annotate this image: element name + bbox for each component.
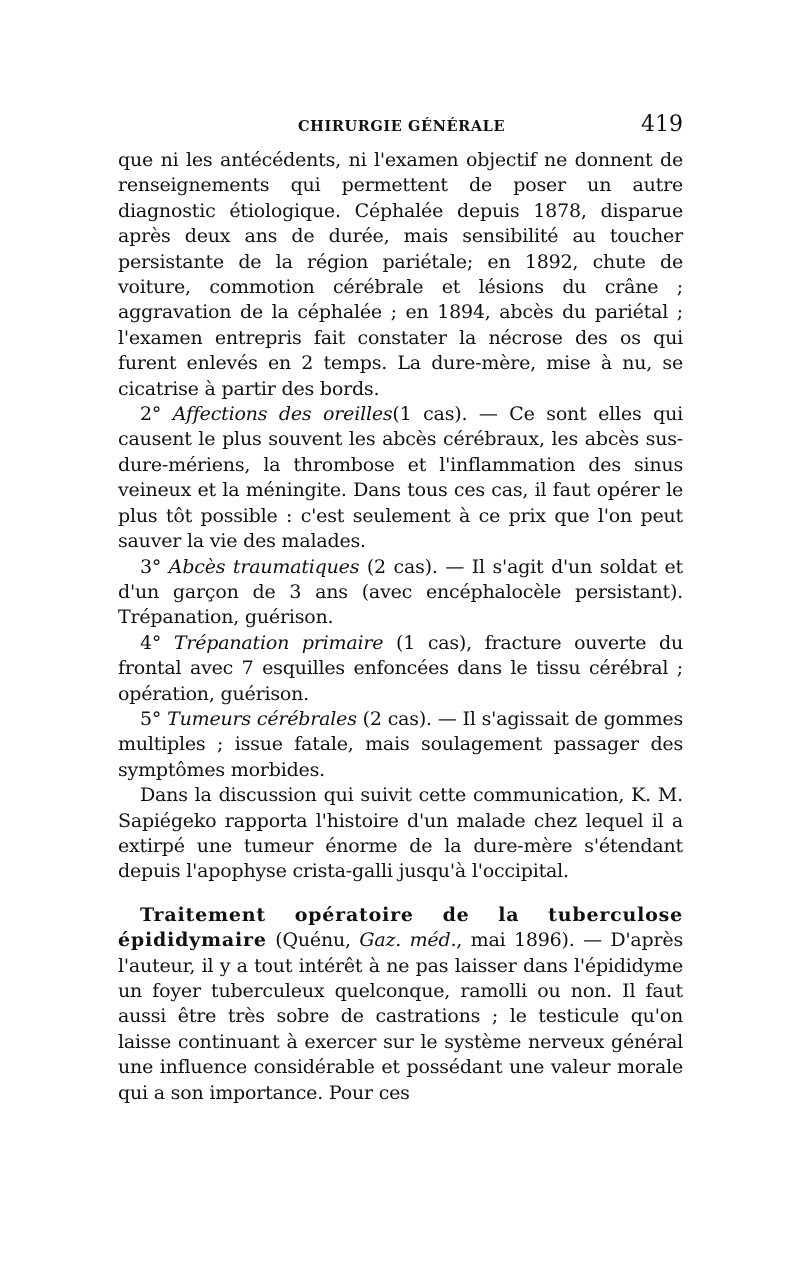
paragraph-ear-affections — [118, 402, 683, 554]
section-title: Traitement opératoire de la tuberculose épididymaire — [118, 903, 683, 952]
book-page — [118, 108, 683, 1106]
section-text: — D'après l'auteur, il y a tout intérêt à ne pas laisser dans l'épididyme un foyer tuberculeux quelconque, ramolli ou non. Il faut aussi être très sobre de castrations ; le testicule qu'on laisse continuant à exercer sur le système nerveux général une influence considérable et possédant une valeur morale qui a son importance. Pour ces — [118, 929, 683, 1104]
item-label: Affections des oreilles — [172, 403, 393, 426]
paragraph-primary-trepanation — [118, 631, 683, 707]
paragraph-traumatic-abscess — [118, 555, 683, 631]
item-label: Tumeurs cérébrales — [167, 707, 357, 730]
body-text — [118, 148, 683, 1106]
item-text: (1 cas). — Ce sont elles qui causent le plus souvent les abcès cérébraux, les abcès sus-dure-mériens, la thrombose et l'inflammation des sinus veineux et la méningite. Dans tous ces cas, il faut opérer le plus tôt possible : c'est seulement à ce prix que l'on peut sauver la vie des malades. — [118, 403, 683, 553]
item-number: 5° — [140, 707, 168, 730]
page-number: 419 — [641, 112, 683, 137]
item-text: (2 cas). — Il s'agissait de gommes multiples ; issue fatale, mais soulagement passager des symptômes morbides. — [118, 707, 683, 781]
citation-close: , mai 1896). — [456, 929, 575, 952]
item-label: Trépanation primaire — [173, 631, 384, 654]
citation-journal: Gaz. méd. — [359, 929, 457, 952]
item-number: 3° — [140, 555, 169, 578]
running-title: CHIRURGIE GÉNÉRALE — [298, 118, 506, 135]
item-number: 2° — [140, 403, 173, 426]
item-text: (1 cas), fracture ouverte du frontal avec 7 esquilles enfoncées dans le tissu cérébral ; opération, guérison. — [118, 631, 683, 705]
item-number: 4° — [140, 631, 174, 654]
paragraph-continuation: que ni les antécédents, ni l'examen objectif ne donnent de renseignements qui permettent de poser un autre diagnostic étiologique. Céphalée depuis 1878, disparue après deux ans de durée, mais sensibilité au toucher persistante de la région pariétale; en 1892, chute de voiture, commotion cérébrale et lésions du crâne ; aggravation de la céphalée ; en 1894, abcès du pariétal ; l'examen entrepris fait constater la nécrose des os qui furent enlevés en 2 temps. La dure-mère, mise à nu, se cicatrise à partir des bords. — [118, 149, 683, 400]
item-label: Abcès traumatiques — [168, 555, 360, 578]
item-text: (2 cas). — Il s'agit d'un soldat et d'un garçon de 3 ans (avec encéphalocèle persistant). Trépanation, guérison. — [118, 555, 683, 629]
paragraph-brain-tumors — [118, 707, 683, 783]
citation-open: (Quénu, — [266, 929, 360, 952]
page-header — [118, 108, 683, 148]
paragraph-tuberculosis-section — [118, 903, 683, 1106]
paragraph-discussion: Dans la discussion qui suivit cette communication, K. M. Sapiégeko rapporta l'histoire d'un malade chez lequel il a extirpé une tumeur énorme de la dure-mère s'étendant depuis l'apophyse crista-galli jusqu'à l'occipital. — [118, 784, 683, 883]
